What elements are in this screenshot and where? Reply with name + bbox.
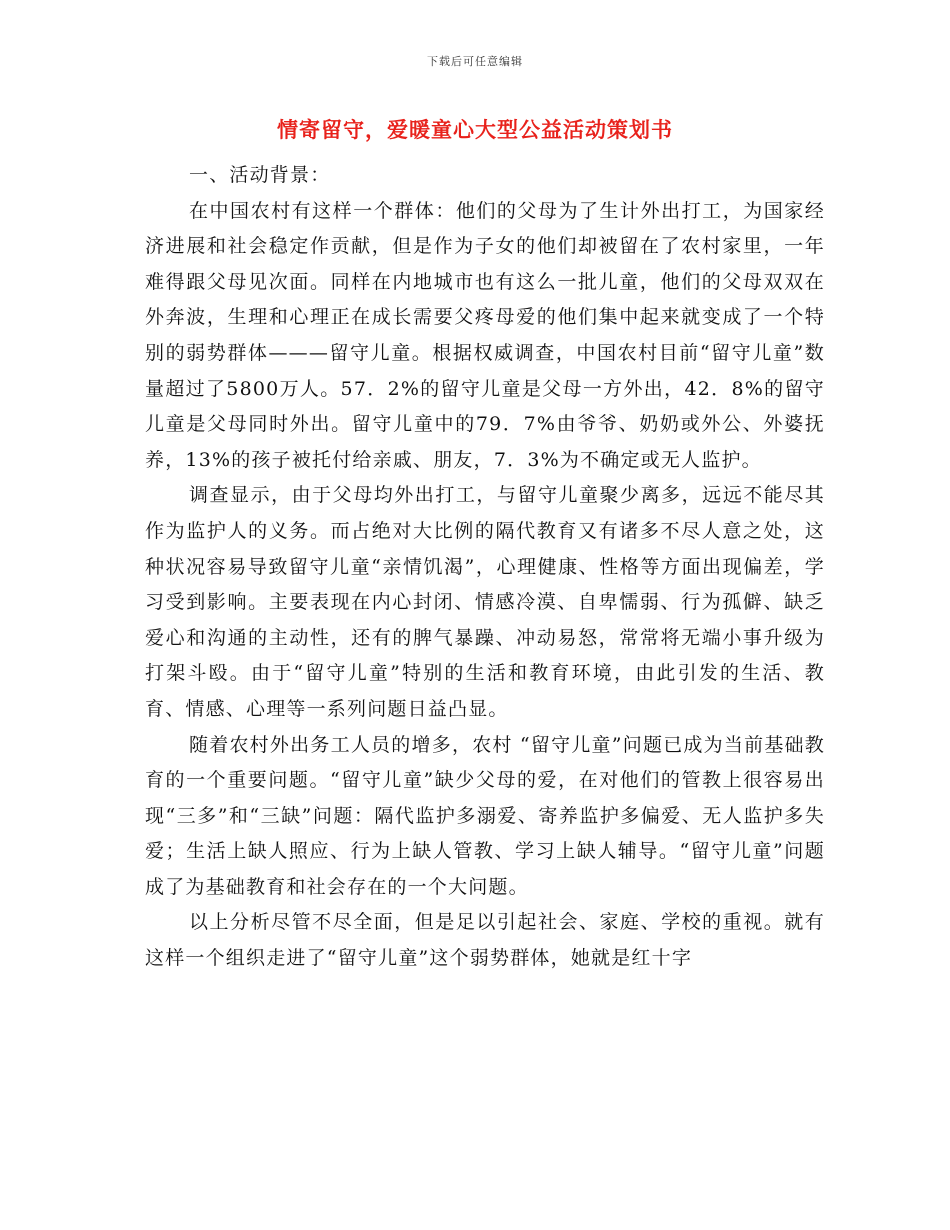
paragraph: 随着农村外出务工人员的增多，农村 “留守儿童”问题已成为当前基础教育的一个重要问题。“留守儿童”缺少父母的爱，在对他们的管教上很容易出现“三多”和“三缺”问题：隔代监护多溺爱、寄养监护多偏爱、无人监护多失爱；生活上缺人照应、行为上缺人管教、学习上缺人辅导。“留守儿童”问题成了为基础教育和社会存在的一个大问题。 (145, 733, 825, 898)
document-body (145, 158, 825, 977)
paragraph: 以上分析尽管不尽全面，但是足以引起社会、家庭、学校的重视。就有这样一个组织走进了“留守儿童”这个弱势群体，她就是红十字 (145, 911, 825, 970)
paragraph: 调查显示，由于父母均外出打工，与留守儿童聚少离多，远远不能尽其作为监护人的义务。而占绝对大比例的隔代教育又有诸多不尽人意之处，这种状况容易导致留守儿童“亲情饥渴”，心理健康、性格等方面出现偏差，学习受到影响。主要表现在内心封闭、情感冷漠、自卑懦弱、行为孤僻、缺乏爱心和沟通的主动性，还有的脾气暴躁、冲动易怒，常常将无端小事升级为打架斗殴。由于“留守儿童”特别的生活和教育环境，由此引发的生活、教育、情感、心理等一系列问题日益凸显。 (145, 484, 825, 720)
page-header-note: 下载后可任意编辑 (427, 55, 523, 68)
document-title: 情寄留守，爱暖童心大型公益活动策划书 (277, 118, 673, 142)
section-heading: 一、活动背景： (189, 164, 331, 186)
paragraph: 在中国农村有这样一个群体：他们的父母为了生计外出打工，为国家经济进展和社会稳定作贡献，但是作为子女的他们却被留在了农村家里，一年难得跟父母见次面。同样在内地城市也有这么一批儿童，他们的父母双双在外奔波，生理和心理正在成长需要父疼母爱的他们集中起来就变成了一个特别的弱势群体———留守儿童。根据权威调查，中国农村目前“留守儿童”数量超过了5800万人。57．2%的留守儿童是父母一方外出，42．8%的留守儿童是父母同时外出。留守儿童中的79．7%由爷爷、奶奶或外公、外婆抚养，13%的孩子被托付给亲戚、朋友，7．3%为不确定或无人监护。 (145, 199, 825, 471)
